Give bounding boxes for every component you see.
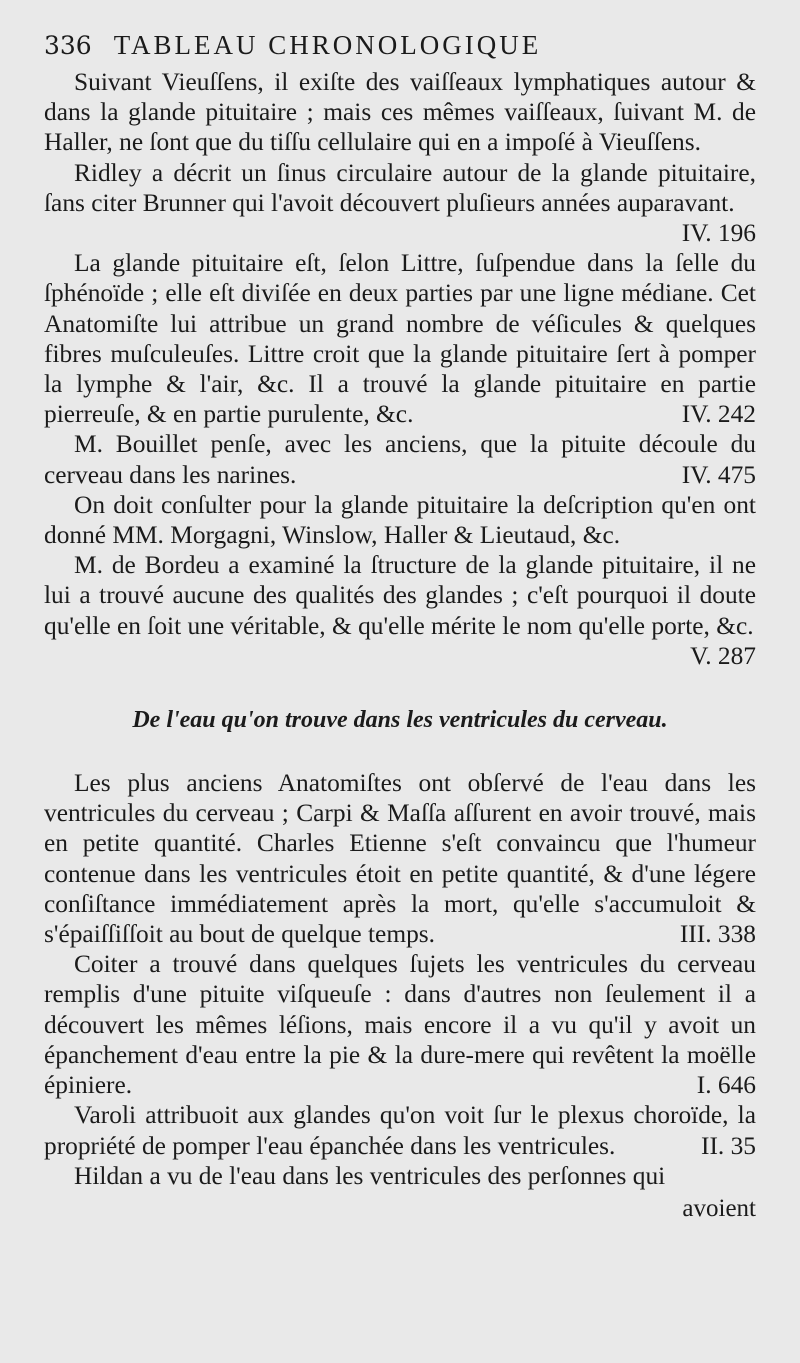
top-entries	[44, 67, 756, 671]
entry-ref: V. 287	[690, 641, 756, 670]
bottom-entries	[44, 768, 756, 1191]
entry-paragraph	[44, 1100, 756, 1160]
section-title: De l'eau qu'on trouve dans les ventricules du cerveau.	[132, 707, 668, 734]
entry-ref: IV. 475	[681, 460, 756, 489]
running-title: TABLEAU CHRONOLOGIQUE	[113, 30, 542, 60]
entry-paragraph	[44, 768, 756, 949]
entry-paragraph	[44, 490, 756, 550]
catchword: avoient	[682, 1194, 756, 1222]
page-number: 336	[44, 31, 92, 60]
entry-text: Hildan a vu de l'eau dans les ventricules des perſonnes qui	[74, 1161, 666, 1190]
entry-text: M. de Bordeu a examiné la ſtructure de la glande pituitaire, il ne lui a trouvé aucune des qualités des glandes ; c'eſt pourquoi il doute qu'elle en ſoit une véritable, & qu'elle mérite le nom qu'elle porte, &c.	[44, 551, 756, 640]
entry-paragraph	[44, 67, 756, 158]
entry-ref: II. 35	[701, 1131, 756, 1160]
entry-paragraph	[44, 429, 756, 489]
entry-text: Coiter a trouvé dans quelques ſujets les ventricules du cerveau remplis d'une pituite viſqueuſe : dans d'autres non ſeulement il a découvert les mêmes léſions, mais encore il a vu qu'il y avoit un épanchement d'eau entre la pie & la dure-mere qui revêtent la moëlle épiniere.	[44, 950, 756, 1100]
entry-paragraph	[44, 1161, 756, 1191]
entry-text: Ridley a décrit un ſinus circulaire autour de la glande pituitaire, ſans citer Brunner qui l'avoit découvert pluſieurs années auparavant.	[44, 158, 756, 217]
entry-text: Suivant Vieuſſens, il exiſte des vaiſſeaux lymphatiques autour & dans la glande pituitaire ; mais ces mêmes vaiſſeaux, ſuivant M. de Haller, ne ſont que du tiſſu cellulaire qui en a impoſé à Vieuſſens.	[44, 68, 756, 157]
entry-text: On doit conſulter pour la glande pituitaire la deſcription qu'en ont donné MM. Morgagni, Winslow, Haller & Lieutaud, &c.	[44, 490, 756, 550]
entry-ref: IV. 242	[681, 400, 756, 429]
entry-paragraph	[44, 158, 756, 249]
page-header	[44, 30, 756, 61]
entry-text: La glande pituitaire eſt, ſelon Littre, ſuſpendue dans la ſelle du ſphénoïde ; elle eſt diviſée en deux parties par une ligne médiane. Cet Anatomiſte lui attribue un grand nombre de véſicules & quelques fibres muſculeuſes. Littre croit que la glande pituitaire ſert à pomper la lymphe & l'air, &c. Il a trouvé la glande pituitaire en partie pierreuſe, & en partie purulente, &c.	[44, 249, 756, 429]
entry-text: Les plus anciens Anatomiſtes ont obſervé de l'eau dans les ventricules du cerveau ; Carpi & Maſſa aſſurent en avoir trouvé, mais en petite quantité. Charles Etienne s'eſt convaincu que l'humeur contenue dans les ventricules étoit en petite quantité, & d'une légere conſiſtance immédiatement après la mort, qu'elle s'accumuloit & s'épaiſſiſſoit au bout de quelque temps.	[44, 769, 756, 949]
entry-ref: III. 338	[679, 920, 756, 949]
entry-ref: I. 646	[696, 1071, 756, 1100]
entry-paragraph	[44, 248, 756, 429]
entry-ref: IV. 196	[681, 219, 756, 248]
entry-paragraph	[44, 949, 756, 1100]
entry-text: M. Bouillet penſe, avec les anciens, que la pituite découle du cerveau dans les narines.	[44, 430, 756, 489]
entry-text: Varoli attribuoit aux glandes qu'on voit ſur le plexus choroïde, la propriété de pomper l'eau épanchée dans les ventricules.	[44, 1101, 756, 1160]
entry-paragraph	[44, 550, 756, 671]
